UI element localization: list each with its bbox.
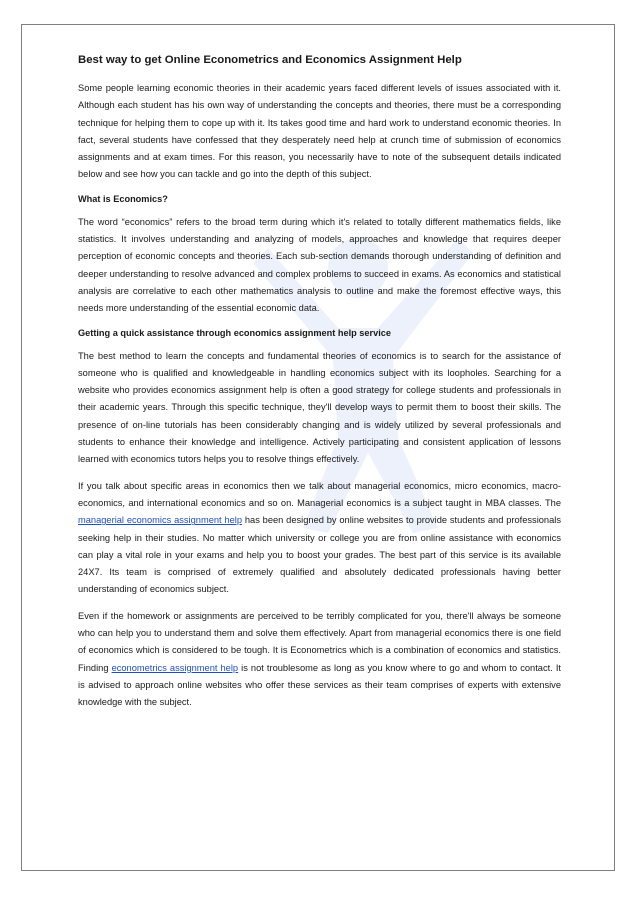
section-heading-what-is-economics: What is Economics? — [78, 193, 168, 204]
section-paragraph-econometrics — [78, 608, 561, 712]
intro-paragraph: Some people learning economic theories in their academic years faced different levels of issues associated with it. Although each student has his own way of understanding the concepts and theories, there must be a corresponding technique for helping them to cope up with it. Its takes good time and hard work to understand economic theories. In fact, several students have confessed that they desperately need help at crunch time of submission of economics assignments and at exam times. For this reason, you necessarily have to note of the subsequent details indicated below and see how you can tackle and go into the depth of this subject. — [78, 83, 561, 180]
paragraph-text: Even if the homework or assignments are perceived to be terribly complicated for you, there'll always be someone who can help you to understand them and solve them effectively. Apart from managerial economics there is one field of economics which is considered to be tough. It is Econometrics which is a combination of economics and statistics. Finding — [78, 610, 561, 673]
managerial-economics-link[interactable]: managerial economics assignment help — [78, 515, 243, 526]
econometrics-link[interactable]: econometrics assignment help — [111, 662, 239, 673]
paragraph-text: If you talk about specific areas in economics then we talk about managerial economics, micro economics, macro-economics, and international economics and so on. Managerial economics is a subject taught in MBA classes. The — [78, 480, 561, 508]
section-paragraph-best-method: The best method to learn the concepts and fundamental theories of economics is to search for the assistance of someone who is qualified and knowledgeable in handling economics subject with its loopholes. Searching for a website who provides economics assignment help is often a good strategy for college students and professionals in their academic years. Through this specific technique, they'll develop ways to permit them to boost their skills. The presence of on-line tutorials has been considerably changing and is widely utilized by several professionals and students to enhance their knowledge and intelligence. Actively participating and consistent application of lessons learned with economics tutors helps you to resolve things effectively. — [78, 350, 561, 465]
section-heading-quick-assistance: Getting a quick assistance through economics assignment help service — [78, 327, 391, 338]
section-paragraph-specific-areas — [78, 478, 561, 599]
document-title: Best way to get Online Econometrics and Economics Assignment Help — [78, 54, 462, 66]
document-body — [78, 53, 561, 721]
section-paragraph-what-is-economics: The word “economics” refers to the broad term during which it's related to totally different mathematics fields, like statistics. It involves understanding and analyzing of models, approaches and knowledge that requires deeper perception of economic concepts and theories. Each sub-section demands thorough understanding of definition and deeper understanding to resolve advanced and complex problems to succeed in exams. As economics and statistical analysis are correlative to each other mathematics analysis to outline and make the foremost effective ways, this needs more understanding of the essential economic data. — [78, 216, 561, 314]
paragraph-text: is not troublesome as long as you know where to go and whom to contact. It is advised to approach online websites who offer these services as their team comprises of experts with extensive knowledge with the subject. — [78, 662, 561, 708]
paragraph-text: has been designed by online websites to provide students and professionals seeking help in their studies. No matter which university or college you are from online assistance with economics can play a vital role in your exams and help you to boost your grades. The best part of this service is its available 24X7. Its team is comprised of extremely qualified and absolutely dedicated professionals having better understanding of economics subject. — [78, 515, 561, 595]
